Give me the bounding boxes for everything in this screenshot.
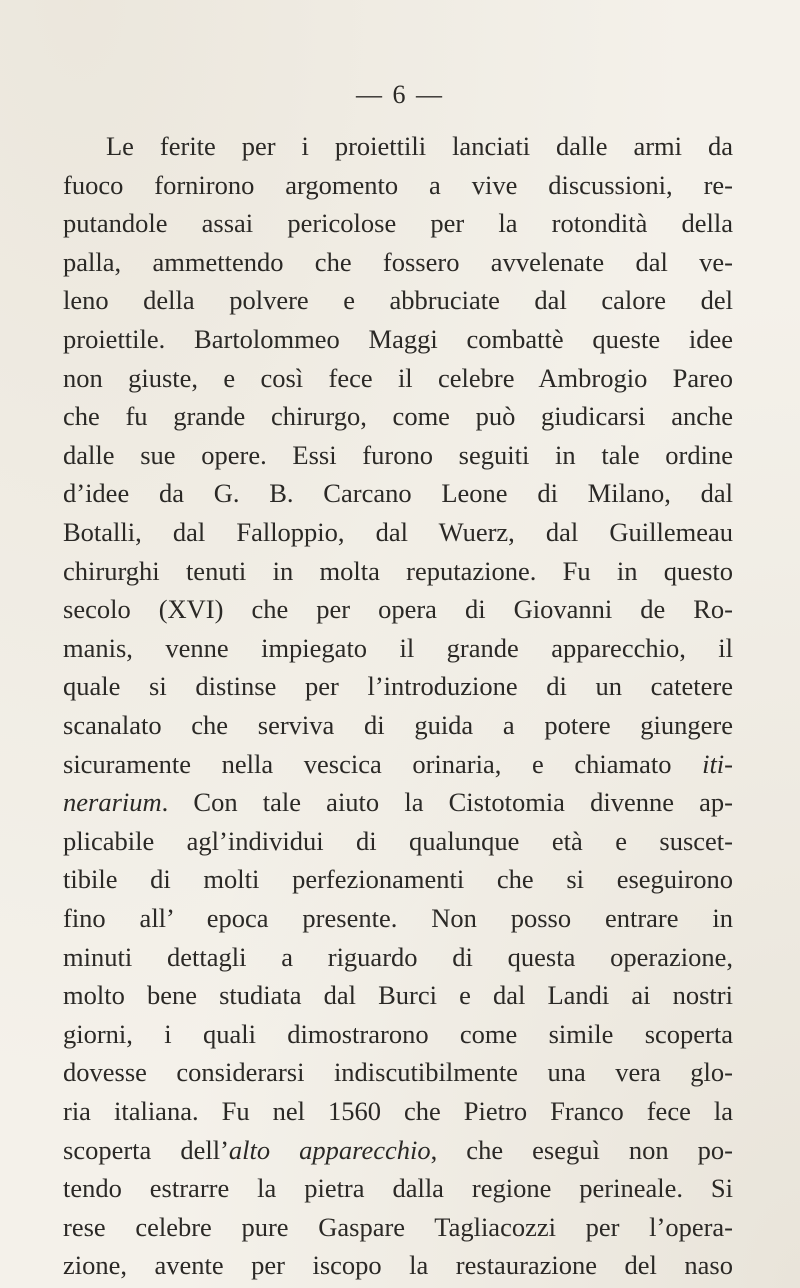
line-text: chirurghi tenuti in molta reputazione. Fu in questo	[63, 556, 733, 586]
line-text: minuti dettagli a riguardo di questa operazione,	[63, 942, 733, 972]
line-text: plicabile agl’individui di qualunque età e suscet-	[63, 826, 733, 856]
line-text: tendo estrarre la pietra dalla regione perineale. Si	[63, 1173, 733, 1203]
text-line	[63, 551, 733, 591]
line-text: putandole assai pericolose per la rotondità della	[63, 208, 733, 238]
text-line	[63, 937, 733, 977]
text-line	[63, 782, 733, 822]
text-line	[63, 319, 733, 359]
line-text: che fu grande chirurgo, come può giudicarsi anche	[63, 401, 733, 431]
line-text: molto bene studiata dal Burci e dal Landi ai nostri	[63, 980, 733, 1010]
line-text: secolo (XVI) che per opera di Giovanni de Ro-	[63, 594, 733, 624]
text-line	[63, 589, 733, 629]
text-line	[63, 165, 733, 205]
line-text: scanalato che serviva di guida a potere giungere	[63, 710, 733, 740]
line-text: scoperta dell’	[63, 1135, 229, 1165]
line-text: dovesse considerarsi indiscutibilmente una vera glo-	[63, 1057, 733, 1087]
text-line	[63, 1014, 733, 1054]
text-line	[63, 1207, 733, 1247]
text-line	[63, 821, 733, 861]
line-text: zione, avente per iscopo la restaurazione del naso	[63, 1250, 733, 1280]
text-line	[63, 666, 733, 706]
line-text: d’idee da G. B. Carcano Leone di Milano, dal	[63, 478, 733, 508]
line-text: rese celebre pure Gaspare Tagliacozzi per l’opera-	[63, 1212, 733, 1242]
line-text: quale si distinse per l’introduzione di un catetere	[63, 671, 733, 701]
text-line	[63, 280, 733, 320]
text-line	[63, 859, 733, 899]
line-text: non giuste, e così fece il celebre Ambrogio Pareo	[63, 363, 733, 393]
line-text: Botalli, dal Falloppio, dal Wuerz, dal Guillemeau	[63, 517, 733, 547]
line-text: ria italiana. Fu nel 1560 che Pietro Franco fece la	[63, 1096, 733, 1126]
text-line	[63, 975, 733, 1015]
line-text: fino all’ epoca presente. Non posso entrare in	[63, 903, 733, 933]
text-line	[106, 126, 733, 166]
italic-text: nerarium	[63, 787, 162, 817]
line-text: , che eseguì non po-	[430, 1135, 733, 1165]
line-text: manis, venne impiegato il grande apparecchio, il	[63, 633, 733, 663]
line-text: dalle sue opere. Essi furono seguiti in tale ordine	[63, 440, 733, 470]
line-text: . Con tale aiuto la Cistotomia divenne ap-	[161, 787, 733, 817]
text-line	[63, 512, 733, 552]
line-text: fuoco fornirono argomento a vive discussioni, re-	[63, 170, 733, 200]
text-line	[63, 242, 733, 282]
text-line	[63, 628, 733, 668]
page-number: — 6 —	[356, 80, 444, 109]
text-line	[63, 396, 733, 436]
line-text: Le ferite per i proiettili lanciati dalle armi da	[106, 131, 733, 161]
text-line	[63, 898, 733, 938]
text-line	[63, 1168, 733, 1208]
line-text: proiettile. Bartolommeo Maggi combattè queste idee	[63, 324, 733, 354]
text-line	[63, 358, 733, 398]
italic-text: alto apparecchio	[228, 1135, 431, 1165]
text-line	[63, 744, 733, 784]
line-text: leno della polvere e abbruciate dal calore del	[63, 285, 733, 315]
text-line	[63, 705, 733, 745]
line-text: sicuramente nella vescica orinaria, e chiamato	[63, 749, 703, 779]
line-text: palla, ammettendo che fossero avvelenate dal ve-	[63, 247, 733, 277]
text-line	[63, 1052, 733, 1092]
line-text: tibile di molti perfezionamenti che si eseguirono	[63, 864, 733, 894]
text-line	[63, 473, 733, 513]
italic-text: iti-	[702, 749, 733, 779]
text-line	[63, 1091, 733, 1131]
text-line	[63, 435, 733, 475]
text-line	[63, 1245, 733, 1285]
line-text: giorni, i quali dimostrarono come simile scoperta	[63, 1019, 733, 1049]
text-line	[63, 1130, 733, 1170]
text-line	[63, 203, 733, 243]
